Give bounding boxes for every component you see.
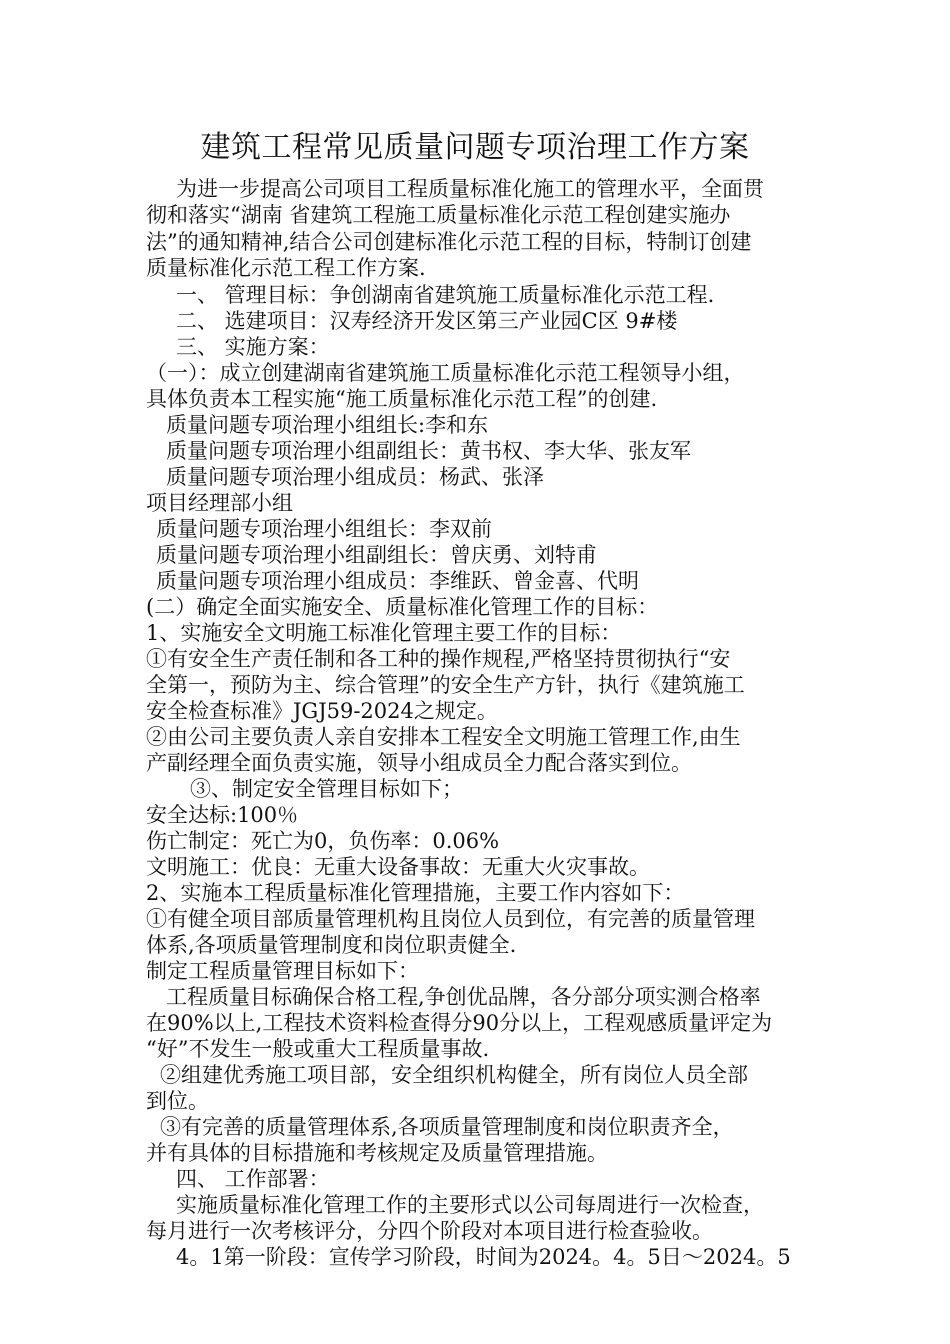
text-line: 1、实施安全文明施工标准化管理主要工作的目标： [146,621,622,645]
text-line: 项目经理部小组 [146,491,293,515]
text-line: 具体负责本工程实施“施工质量标准化示范工程”的创建. [146,387,658,411]
text-line: 安全检查标准》JGJ59-2024之规定。 [146,699,498,723]
text-line: 三、 实施方案： [176,335,330,359]
text-line: 为进一步提高公司项目工程质量标准化施工的管理水平，全面贯 [176,177,764,201]
text-line: ②组建优秀施工项目部，安全组织机构健全，所有岗位人员全部 [160,1063,748,1087]
text-line: 彻和落实“湖南 省建筑工程施工质量标准化示范工程创建实施办 [146,203,731,227]
text-line: 到位。 [146,1089,209,1113]
text-line: 文明施工：优良：无重大设备事故：无重大火灾事故。 [146,855,650,879]
text-line: ②由公司主要负责人亲自安排本工程安全文明施工管理工作,由生 [146,725,741,749]
text-line: 2、实施本工程质量标准化管理措施，主要工作内容如下： [146,881,685,905]
text-line: “好”不发生一般或重大工程质量事故. [146,1037,490,1061]
text-line: 质量问题专项治理小组成员：杨武、张泽 [166,465,544,489]
text-line: 质量标准化示范工程工作方案. [146,256,426,280]
text-line: ①有安全生产责任制和各工种的操作规程,严格坚持贯彻执行“安 [146,647,731,671]
text-line: 伤亡制定：死亡为0，负伤率：0.06% [146,829,500,853]
text-line: 四、 工作部署： [176,1167,330,1191]
text-line: 质量问题专项治理小组成员：李维跃、曾金喜、代明 [156,569,639,593]
text-line: 制定工程质量管理目标如下： [146,959,419,983]
text-line: （一）：成立创建湖南省建筑施工质量标准化示范工程领导小组， [146,361,745,385]
text-line: 质量问题专项治理小组组长：李双前 [156,517,492,541]
text-line: 每月进行一次考核评分，分四个阶段对本项目进行检查验收。 [146,1219,713,1243]
text-line: 安全达标:100％ [146,803,299,827]
text-line: ③、制定安全管理目标如下； [190,777,463,801]
text-line: 质量问题专项治理小组组长:李和东 [166,413,489,437]
text-line: 产副经理全面负责实施，领导小组成员全力配合落实到位。 [146,751,692,775]
text-line: 并有具体的目标措施和考核规定及质量管理措施。 [146,1141,608,1165]
text-line: ③有完善的质量管理体系,各项质量管理制度和岗位职责齐全， [160,1115,734,1139]
text-line: (二）确定全面实施安全、质量标准化管理工作的目标： [146,595,659,619]
text-line: 实施质量标准化管理工作的主要形式以公司每周进行一次检查， [176,1193,764,1217]
text-line: ①有健全项目部质量管理机构且岗位人员到位，有完善的质量管理 [146,907,755,931]
text-line: 二、 选建项目：汉寿经济开发区第三产业园C区 9#楼 [176,309,678,333]
text-line: 质量问题专项治理小组副组长：曾庆勇、刘特甫 [156,543,597,567]
text-line: 一、 管理目标：争创湖南省建筑施工质量标准化示范工程. [176,283,715,307]
text-line: 体系,各项质量管理制度和岗位职责健全. [146,933,517,957]
document-title: 建筑工程常见质量问题专项治理工作方案 [200,130,750,165]
text-line: 质量问题专项治理小组副组长：黄书权、李大华、张友军 [166,439,691,463]
text-line: 在90%以上,工程技术资料检查得分90分以上，工程观感质量评定为 [146,1011,773,1035]
text-line: 法”的通知精神,结合公司创建标准化示范工程的目标，特制订创建 [146,230,752,254]
text-line: 4。1第一阶段：宣传学习阶段，时间为2024。4。5日～2024。5 [176,1245,791,1269]
text-line: 全第一，预防为主、综合管理”的安全生产方针，执行《建筑施工 [146,673,745,697]
text-line: 工程质量目标确保合格工程,争创优品牌，各分部分项实测合格率 [166,985,761,1009]
